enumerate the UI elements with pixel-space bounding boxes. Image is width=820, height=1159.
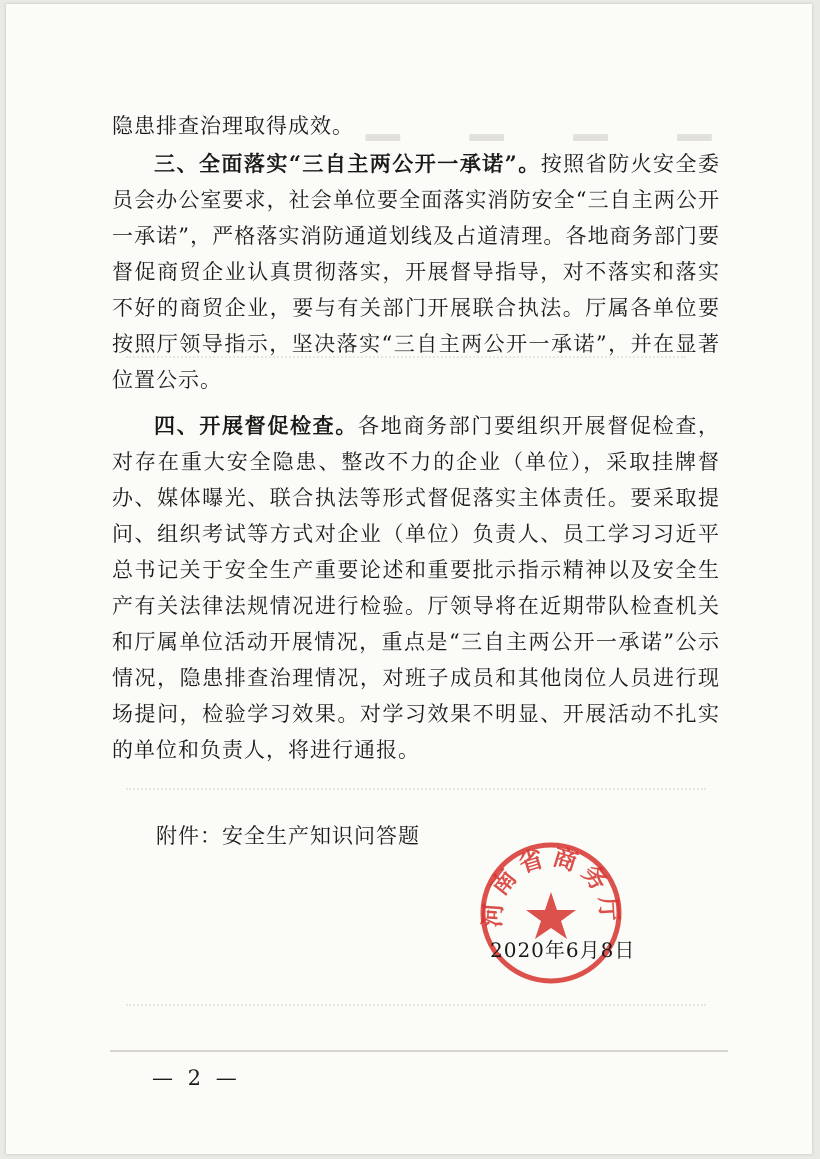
footer-rule bbox=[110, 1050, 728, 1052]
official-seal bbox=[476, 838, 626, 988]
section-4-paragraph bbox=[112, 408, 720, 768]
document-page bbox=[6, 4, 812, 1154]
section-3-heading: 三、全面落实“三自主两公开一承诺”。 bbox=[154, 151, 541, 176]
bleed-through-line bbox=[126, 788, 706, 800]
bleed-through-title: ▁ ▁ ▁ ▁ bbox=[366, 90, 740, 141]
section-3-paragraph bbox=[112, 146, 720, 398]
attachment-line: 附件：安全生产知识问答题 bbox=[156, 824, 420, 848]
bleed-through-line bbox=[126, 1004, 706, 1016]
svg-text:河南省商务厅: 河南省商务厅 bbox=[478, 842, 624, 929]
section-3-text: 按照省防火安全委员会办公室要求，社会单位要全面落实消防安全“三自主两公开一承诺”，严格落实消防通道划线及占道清理。各地商务部门要督促商贸企业认真贯彻落实，开展督导指导，对不落实和落实不好的商贸企业，要与有关部门开展联合执法。厅属各单位要按照厅领导指示，坚决落实“三自主两公开一承诺”，并在显著位置公示。 bbox=[112, 152, 720, 392]
page-number: — 2 — bbox=[152, 1066, 241, 1090]
section-4-heading: 四、开展督促检查。 bbox=[154, 413, 358, 438]
paragraph-continuation: 隐患排查治理取得成效。 bbox=[112, 114, 354, 138]
document-date: 2020年6月8日 bbox=[490, 938, 636, 962]
section-4-text: 各地商务部门要组织开展督促检查，对存在重大安全隐患、整改不力的企业（单位），采取挂牌督办、媒体曝光、联合执法等形式督促落实主体责任。要采取提问、组织考试等方式对企业（单位）负责人、员工学习习近平总书记关于安全生产重要论述和重要批示指示精神以及安全生产有关法律法规情况进行检验。厅领导将在近期带队检查机关和厅属单位活动开展情况，重点是“三自主两公开一承诺”公示情况，隐患排查治理情况，对班子成员和其他岗位人员进行现场提问，检验学习效果。对学习效果不明显、开展活动不扎实的单位和负责人，将进行通报。 bbox=[112, 414, 720, 762]
